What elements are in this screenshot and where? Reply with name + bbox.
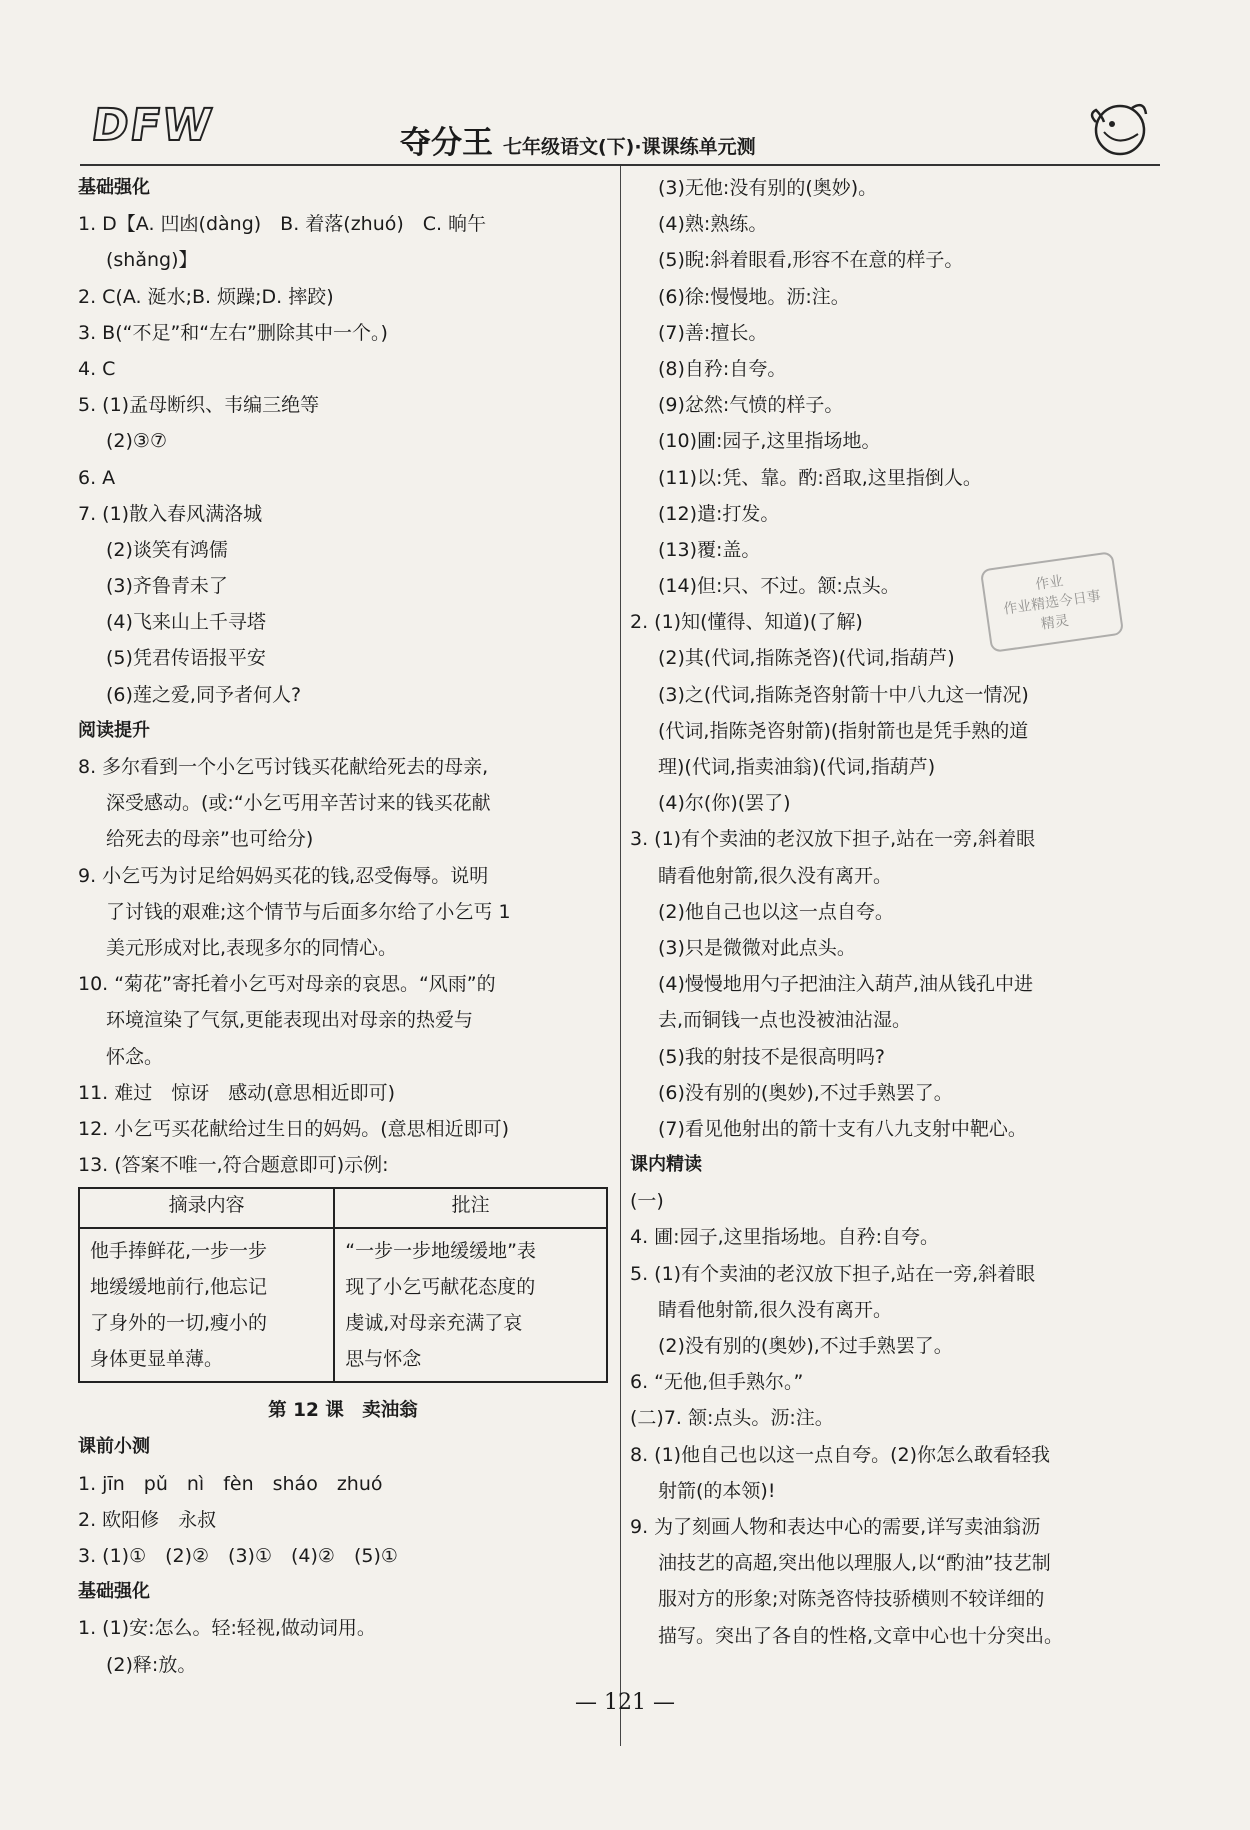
answer-line: (6)莲之爱,同予者何人? (106, 683, 302, 706)
answer-line: 9. 为了刻画人物和表达中心的需要,详写卖油翁沥 (630, 1515, 1041, 1538)
answer-line: (2)③⑦ (106, 430, 167, 453)
answer-line: 描写。突出了各自的性格,文章中心也十分突出。 (658, 1624, 1064, 1647)
answer-line: (4)熟:熟练。 (658, 213, 768, 236)
book-subtitle: 七年级语文(下)·课课练单元测 (503, 136, 756, 158)
answer-line: (7)善:擅长。 (658, 321, 768, 344)
answer-line: 7. (1)散入春风满洛城 (78, 502, 263, 525)
answer-line: (13)覆:盖。 (658, 538, 761, 561)
table-row (79, 1228, 607, 1382)
answer-line: (3)无他:没有别的(奥妙)。 (658, 177, 878, 199)
answer-line: (5)睨:斜着眼看,形容不在意的样子。 (658, 249, 964, 272)
homework-stamp: 作业 作业精选今日事 精灵 (980, 551, 1124, 653)
answer-line: (5)我的射技不是很高明吗? (658, 1045, 885, 1068)
answer-line: (6)徐:慢慢地。沥:注。 (658, 285, 850, 308)
answer-line: 理)(代词,指卖油翁)(代词,指葫芦) (658, 756, 936, 778)
answer-line: 4. 圃:园子,这里指场地。自矜:自夸。 (630, 1226, 940, 1249)
answer-line: 6. A (78, 466, 116, 489)
answer-line: (shǎng)】 (106, 249, 198, 272)
answer-line: 去,而铜钱一点也没被油沾湿。 (658, 1009, 912, 1032)
table-header-comment: 批注 (334, 1188, 607, 1228)
answer-line: 10. “菊花”寄托着小乞丐对母亲的哀思。“风雨”的 (78, 973, 496, 996)
answer-line: (二)7. 颔:点头。沥:注。 (630, 1407, 834, 1430)
answer-line: 3. (1)① (2)② (3)① (4)② (5)① (78, 1545, 398, 1567)
right-column (630, 170, 1160, 1654)
bird-logo-icon (1082, 92, 1152, 162)
section-heading: 阅读提升 (78, 719, 150, 741)
left-answer-lines (78, 170, 608, 1183)
answer-line: 服对方的形象;对陈尧咨恃技骄横则不较详细的 (658, 1588, 1045, 1611)
answer-line: 射箭(的本领)! (658, 1479, 776, 1502)
comment-cell: “一步一步地缓缓地”表 现了小乞丐献花态度的 虔诚,对母亲充满了哀 思与怀念 (334, 1228, 607, 1382)
answer-line: (8)自矜:自夸。 (658, 357, 787, 380)
answer-line: 给死去的母亲”也可给分) (106, 828, 314, 851)
answer-line: 深受感动。(或:“小乞丐用辛苦讨来的钱买花献 (106, 792, 491, 815)
answer-line: 6. “无他,但手熟尔。” (630, 1371, 804, 1394)
answer-line: (3)之(代词,指陈尧咨射箭十中八九这一情况) (658, 683, 1029, 706)
answer-line: 11. 难过 惊讶 感动(意思相近即可) (78, 1081, 396, 1104)
answer-line: 4. C (78, 357, 116, 380)
answer-line: (2)其(代词,指陈尧咨)(代词,指葫芦) (658, 647, 955, 670)
answer-line: (5)凭君传语报平安 (106, 647, 266, 670)
table-header-excerpt: 摘录内容 (79, 1188, 334, 1228)
answer-line: (4)慢慢地用勺子把油注入葫芦,油从钱孔中进 (658, 973, 1033, 996)
brand-name: 夺分王 (400, 125, 493, 161)
answer-line: 5. (1)有个卖油的老汉放下担子,站在一旁,斜着眼 (630, 1262, 1036, 1285)
answer-line: (6)没有别的(奥妙),不过手熟罢了。 (658, 1081, 953, 1104)
answer-line: 5. (1)孟母断织、韦编三绝等 (78, 394, 320, 417)
section-heading: 基础强化 (78, 1581, 150, 1603)
answer-line: 睛看他射箭,很久没有离开。 (658, 1298, 893, 1321)
answer-line: (2)释:放。 (106, 1653, 197, 1676)
answer-line: 怀念。 (106, 1045, 164, 1068)
section-heading: 课内精读 (630, 1154, 702, 1176)
page-number: — 121 — (575, 1690, 675, 1715)
column-divider (620, 166, 621, 1746)
answer-line: (代词,指陈尧咨射箭)(指射箭也是凭手熟的道 (658, 719, 1029, 742)
dfw-logo: DFW (88, 100, 217, 151)
answer-line: 美元形成对比,表现多尔的同情心。 (106, 936, 398, 959)
answer-line: 3. (1)有个卖油的老汉放下担子,站在一旁,斜着眼 (630, 828, 1036, 851)
answer-line: 1. (1)安:怎么。轻:轻视,做动词用。 (78, 1617, 376, 1640)
answer-line: (10)圃:园子,这里指场地。 (658, 430, 881, 453)
left-answer-lines-after (78, 1393, 608, 1683)
section-heading: 课前小测 (78, 1436, 150, 1458)
answer-line: (9)忿然:气愤的样子。 (658, 394, 844, 417)
lesson-title: 第 12 课 卖油翁 (268, 1400, 418, 1422)
answer-line: 了讨钱的艰难;这个情节与后面多尔给了小乞丐 1 (106, 900, 511, 923)
answer-line: (11)以:凭、靠。酌:舀取,这里指倒人。 (658, 466, 982, 489)
left-column (78, 170, 608, 1683)
answer-line: (2)谈笑有鸿儒 (106, 538, 228, 561)
answer-line: 2. (1)知(懂得、知道)(了解) (630, 611, 863, 634)
answer-line: (3)齐鲁青未了 (106, 575, 228, 598)
answer-line: 睛看他射箭,很久没有离开。 (658, 864, 893, 887)
answer-line: (3)只是微微对此点头。 (658, 936, 856, 959)
right-answer-lines (630, 170, 1160, 1654)
answer-line: (2)没有别的(奥妙),不过手熟罢了。 (658, 1335, 953, 1357)
answer-line: 8. (1)他自己也以这一点自夸。(2)你怎么敢看轻我 (630, 1443, 1050, 1466)
answer-line: 油技艺的高超,突出他以理服人,以“酌油”技艺制 (658, 1552, 1051, 1575)
answer-line: (12)遣:打发。 (658, 502, 780, 525)
answer-line: 环境渲染了气氛,更能表现出对母亲的热爱与 (106, 1009, 474, 1032)
answer-line: 3. B(“不足”和“左右”删除其中一个。) (78, 321, 388, 344)
answer-line: 12. 小乞丐买花献给过生日的妈妈。(意思相近即可) (78, 1117, 510, 1140)
answer-line: (14)但:只、不过。颔:点头。 (658, 575, 900, 598)
answer-line: 1. D【A. 凹凼(dàng) B. 着落(zhuó) C. 晌午 (78, 213, 487, 236)
answer-line: 2. C(A. 涎水;B. 烦躁;D. 摔跤) (78, 285, 334, 308)
annotation-table (78, 1187, 608, 1383)
answer-line: (4)飞来山上千寻塔 (106, 611, 266, 634)
answer-line: 1. jīn pǔ nì fèn sháo zhuó (78, 1472, 383, 1495)
answer-line: 9. 小乞丐为讨足给妈妈买花的钱,忍受侮辱。说明 (78, 864, 489, 887)
excerpt-cell: 他手捧鲜花,一步一步 地缓缓地前行,他忘记 了身外的一切,瘦小的 身体更显单薄。 (79, 1228, 334, 1382)
answer-line: 13. (答案不唯一,符合题意即可)示例: (78, 1154, 389, 1177)
header-title (400, 117, 756, 161)
answer-line: 2. 欧阳修 永叔 (78, 1508, 217, 1531)
answer-line: (2)他自己也以这一点自夸。 (658, 900, 894, 923)
answer-line: (4)尔(你)(罢了) (658, 792, 791, 815)
answer-line: 8. 多尔看到一个小乞丐讨钱买花献给死去的母亲, (78, 756, 489, 778)
answer-line: (一) (630, 1190, 664, 1213)
answer-line: (7)看见他射出的箭十支有八九支射中靶心。 (658, 1117, 1027, 1140)
section-heading: 基础强化 (78, 177, 150, 198)
